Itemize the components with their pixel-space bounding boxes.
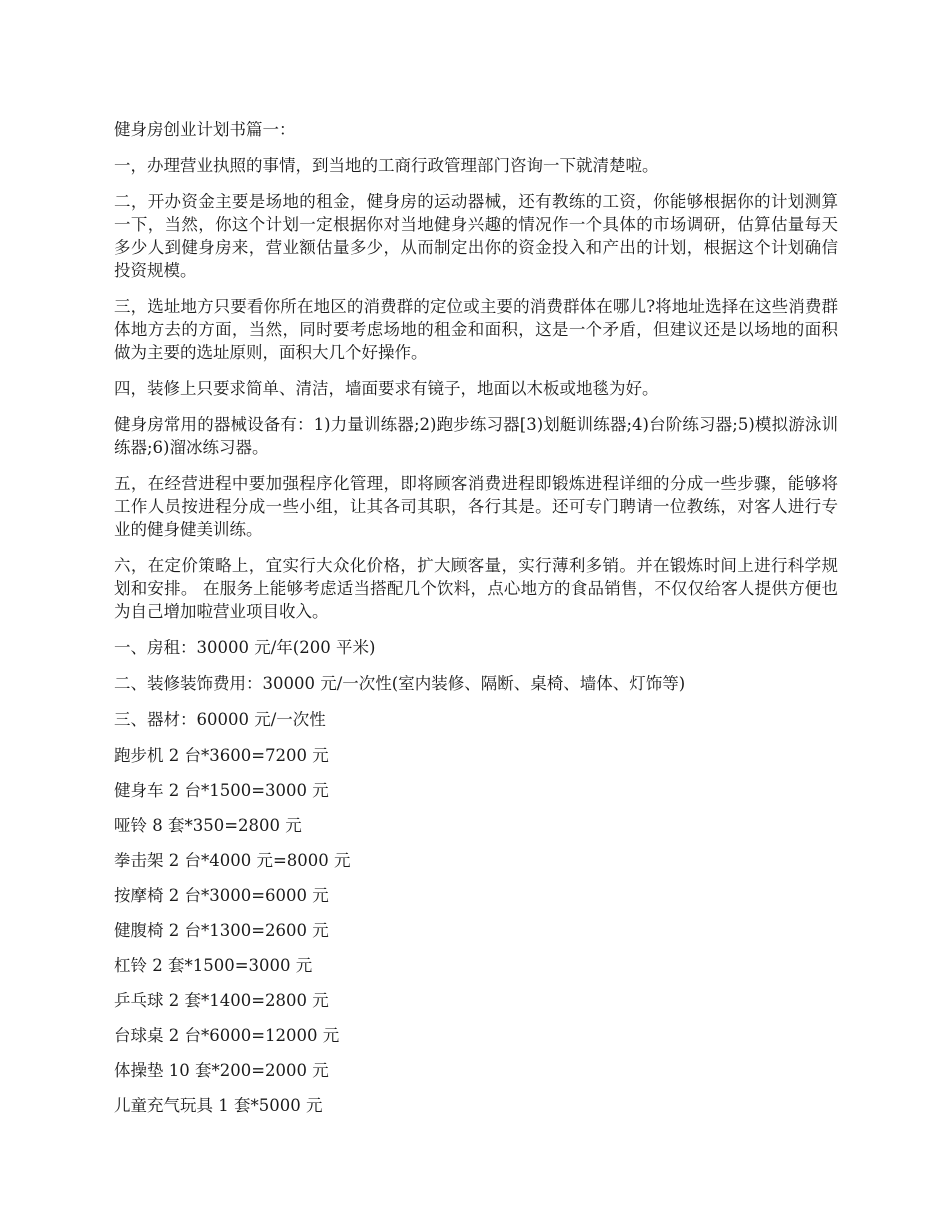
- cost-line-rent: 一、房租：30000 元/年(200 平米): [114, 638, 376, 657]
- equipment-item: 跑步机 2 台*3600=7200 元: [114, 746, 329, 765]
- paragraph-funding: 二，开办资金主要是场地的租金，健身房的运动器械，还有教练的工资，你能够根据你的计划测算一下，当然，你这个计划一定根据你对当地健身兴趣的情况作一个具体的市场调研，估算估量每天多少人到健身房来，营业额估量多少，从而制定出你的资金投入和产出的计划，根据这个计划确信投资规模。: [114, 192, 838, 280]
- equipment-item: 哑铃 8 套*350=2800 元: [114, 816, 302, 835]
- paragraph-license: 一，办理营业执照的事情，到当地的工商行政管理部门咨询一下就清楚啦。: [114, 156, 659, 175]
- equipment-item: 杠铃 2 套*1500=3000 元: [114, 956, 313, 975]
- equipment-item: 台球桌 2 台*6000=12000 元: [114, 1026, 340, 1045]
- equipment-item: 健腹椅 2 台*1300=2600 元: [114, 921, 329, 940]
- paragraph-equipment-types: 健身房常用的器械设备有：1)力量训练器;2)跑步练习器[3)划艇训练器;4)台阶练习器;5)模拟游泳训练器;6)溜冰练习器。: [114, 415, 838, 457]
- equipment-item: 健身车 2 台*1500=3000 元: [114, 781, 329, 800]
- document-page: [114, 118, 838, 1129]
- equipment-item: 按摩椅 2 台*3000=6000 元: [114, 886, 329, 905]
- paragraph-management: 五，在经营进程中要加强程序化管理，即将顾客消费进程即锻炼进程详细的分成一些步骤，能够将工作人员按进程分成一些小组，让其各司其职，各行其是。还可专门聘请一位教练，对客人进行专业的健身健美训练。: [114, 474, 838, 539]
- document-title: 健身房创业计划书篇一：: [114, 120, 296, 139]
- equipment-item: 拳击架 2 台*4000 元=8000 元: [114, 851, 351, 870]
- paragraph-decoration: 四，装修上只要求简单、清洁，墙面要求有镜子，地面以木板或地毯为好。: [114, 379, 659, 398]
- equipment-item: 乒乓球 2 套*1400=2800 元: [114, 991, 329, 1010]
- cost-line-equipment: 三、器材：60000 元/一次性: [114, 710, 326, 729]
- equipment-item: 体操垫 10 套*200=2000 元: [114, 1061, 329, 1080]
- equipment-item: 儿童充气玩具 1 套*5000 元: [114, 1096, 323, 1115]
- paragraph-pricing: 六，在定价策略上，宜实行大众化价格，扩大顾客量，实行薄利多销。并在锻炼时间上进行科学规划和安排。 在服务上能够考虑适当搭配几个饮料，点心地方的食品销售，不仅仅给客人提供方便也为自己增加啦营业项目收入。: [114, 556, 838, 621]
- cost-line-decoration: 二、装修装饰费用：30000 元/一次性(室内装修、隔断、桌椅、墙体、灯饰等): [114, 674, 686, 693]
- paragraph-location: 三，选址地方只要看你所在地区的消费群的定位或主要的消费群体在哪儿?将地址选择在这些消费群体地方去的方面，当然，同时要考虑场地的租金和面积，这是一个矛盾，但建议还是以场地的面积做为主要的选址原则，面积大几个好操作。: [114, 297, 838, 362]
